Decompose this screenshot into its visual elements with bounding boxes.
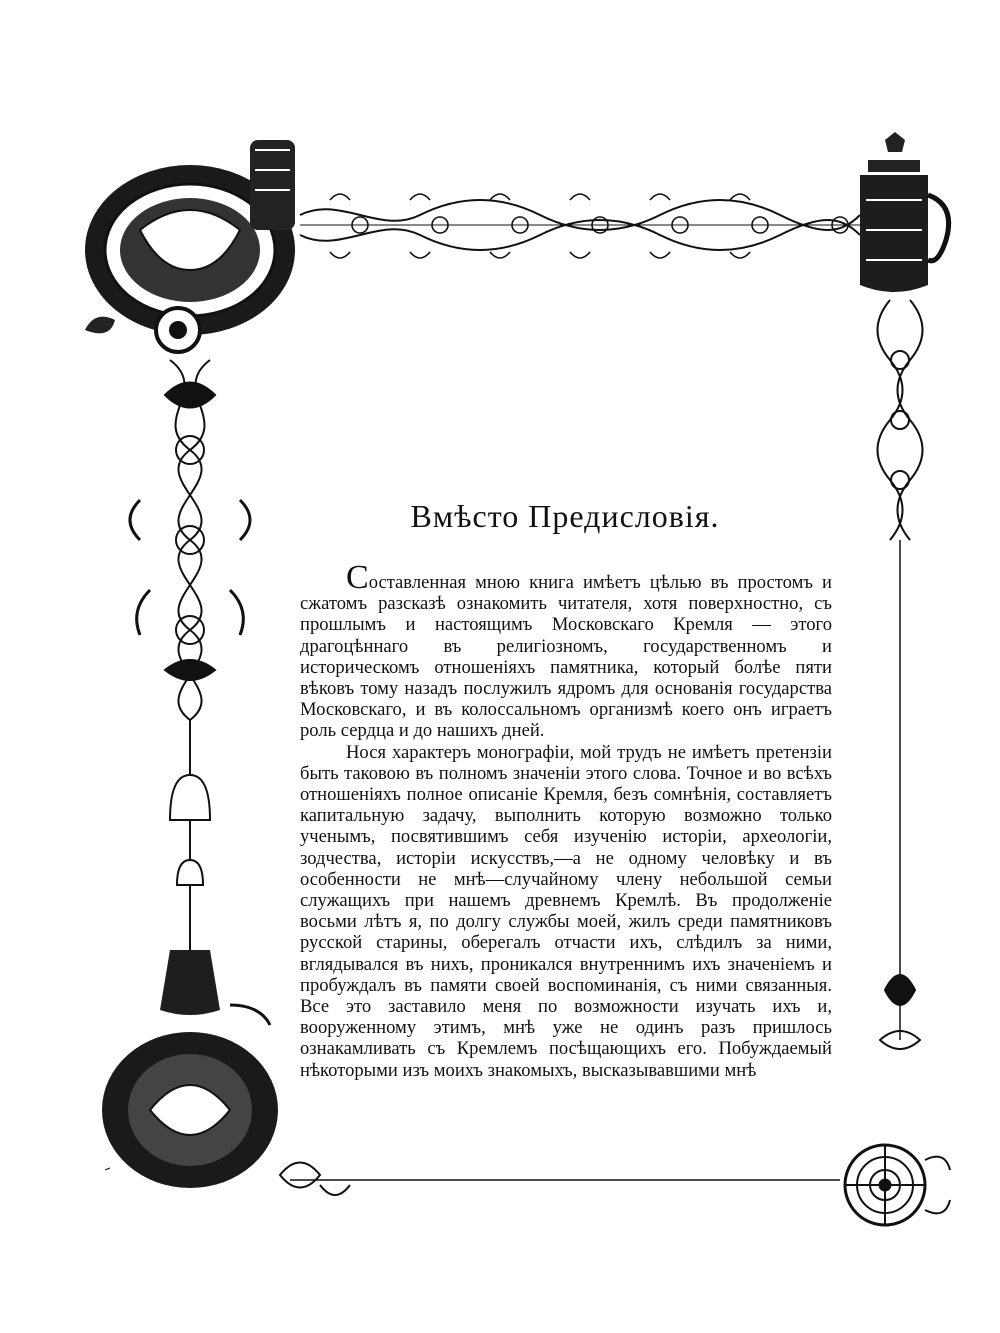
bottom-right-rosette xyxy=(845,1145,950,1225)
body-text xyxy=(300,559,832,1081)
top-ornamental-band xyxy=(300,194,860,258)
top-left-shield-cartouche xyxy=(85,140,295,352)
bottom-left-vase xyxy=(102,950,278,1188)
left-interlace-column xyxy=(130,360,250,720)
paragraph-2: Нося характеръ монографіи, мой трудъ не имѣетъ претензіи быть таковою въ полномъ значеніи этого слова. Точное и во всѣхъ отношеніяхъ полное описаніе Кремля, безъ сомнѣнія, составляетъ капитальную задачу, выполнить которую возможно только ученымъ, посвятившимъ себя изученію исторіи, археологіи, зодчества, исторіи искусствъ,—а не одному человѣку и въ особенности не мнѣ—случайному члену небольшой семьи служащихъ при нашемъ древнемъ Кремлѣ. Въ продолженіе восьми лѣтъ я, по долгу службы моей, жилъ среди памятниковъ русской старины, оберегалъ отчасти ихъ, слѣдилъ за ними, вглядывался въ нихъ, проникался внутреннимъ ихъ значеніемъ и пробуждалъ въ памяти своей воспоминанія, съ ними связанныя. Все это заставило меня по возможности изучать ихъ и, вооруженному этимъ, мнѣ уже не одинъ разъ пришлось ознакамливать съ Кремлемъ посѣщающихъ его. Побуждаемый нѣкоторыми изъ моихъ знакомыхъ, высказывавшими мнѣ xyxy=(300,741,832,1081)
right-scroll-column xyxy=(878,300,923,1049)
left-bell-pendants xyxy=(170,720,210,950)
top-right-tankard xyxy=(860,132,949,292)
paragraph-1: Составленная мною книга имѣетъ цѣлью въ простомъ и сжатомъ разсказѣ ознакомить читателя, хотя поверхностно, съ прошлымъ и настоящимъ Московскаго Кремля — этого драгоцѣннаго въ религіозномъ, государственномъ и историческомъ отношеніяхъ памятника, который болѣе пяти вѣковъ тому назадъ послужилъ ядромъ для основанія государства Московскаго, и въ колоссальномъ организмѣ коего онъ играетъ роль сердца и до нашихъ дней. xyxy=(300,559,832,742)
page-title: Вмѣсто Предисловія. xyxy=(410,498,720,534)
